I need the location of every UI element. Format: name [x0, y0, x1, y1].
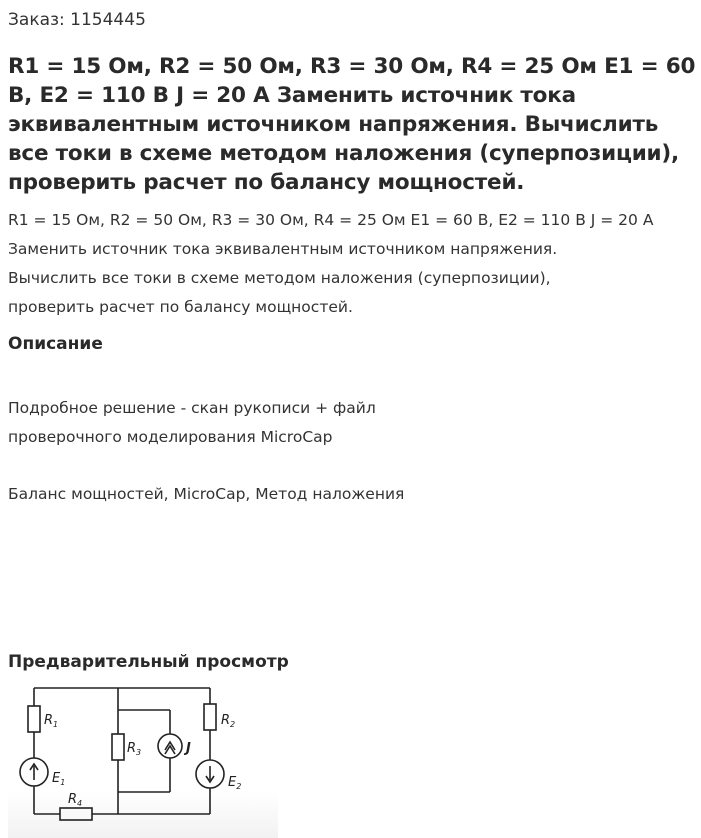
preview-image[interactable] — [8, 684, 278, 838]
r2-resistor — [204, 704, 216, 730]
task-line: R1 = 15 Ом, R2 = 50 Ом, R3 = 30 Ом, R4 = 25 Ом E1 = 60 В, E2 = 110 В J = 20 А — [8, 211, 654, 229]
svg-text:E1: $E_1$ — [52, 771, 66, 787]
task-line: проверить расчет по балансу мощностей. — [8, 298, 353, 316]
svg-text:R2: $R_2$ — [221, 713, 236, 729]
svg-text:R1: $R_1$ — [44, 713, 59, 729]
svg-text:R4: $R_4$ — [68, 792, 83, 808]
order-number: Заказ: 1154445 — [8, 10, 146, 30]
preview-heading: Предварительный просмотр — [8, 652, 289, 672]
description-text — [8, 394, 376, 452]
task-text — [8, 206, 698, 322]
description-line: Подробное решение - скан рукописи + файл — [8, 399, 376, 417]
product-title: R1 = 15 Ом, R2 = 50 Ом, R3 = 30 Ом, R4 = 25 Ом E1 = 60 В, E2 = 110 В J = 20 А Заменить источник тока эквивалентным источником напряжения. Вычислить все токи в схеме методом наложения (суперпозиции), проверить расчет по балансу мощностей. — [8, 54, 696, 195]
tags: Баланс мощностей, MicroCap, Метод наложения — [8, 485, 405, 503]
task-line: Заменить источник тока эквивалентным источником напряжения. — [8, 240, 558, 258]
circuit-diagram — [8, 684, 278, 838]
r4-resistor — [60, 808, 92, 820]
svg-text:J: J — [186, 741, 191, 756]
task-line: Вычислить все токи в схеме методом наложения (суперпозиции), — [8, 269, 551, 287]
r3-resistor — [112, 734, 124, 760]
svg-text:R3: $R_3$ — [127, 741, 142, 757]
svg-text:E2: $E_2$ — [228, 775, 242, 791]
description-heading: Описание — [8, 334, 103, 354]
description-line: проверочного моделирования MicroCap — [8, 428, 333, 446]
r1-resistor — [28, 706, 40, 732]
